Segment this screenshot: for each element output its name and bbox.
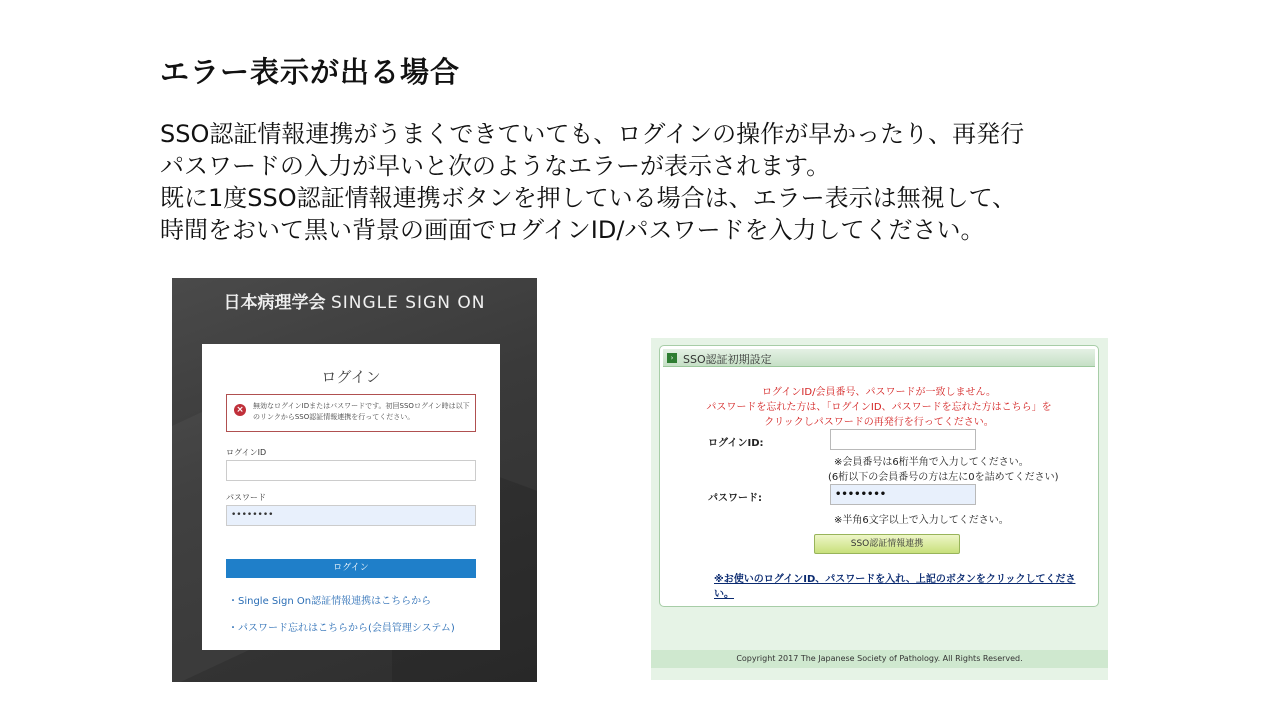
description-line: SSO認証情報連携がうまくできていても、ログインの操作が早かったり、再発行 <box>160 120 1025 148</box>
login-id-label: ログインID: <box>708 438 764 449</box>
error-line: パスワードを忘れた方は、「ログインID、パスワードを忘れた方はこちら」を <box>706 402 1052 413</box>
error-message-box <box>226 394 476 432</box>
slide-description <box>160 118 1160 246</box>
error-line: クリックしパスワードの再発行を行ってください。 <box>764 417 994 428</box>
password-input[interactable]: •••••••• <box>830 484 976 505</box>
id-note: (6桁以下の会員番号の方は左に0を詰めてください) <box>828 472 1059 483</box>
description-line: パスワードの入力が早いと次のようなエラーが表示されます。 <box>160 152 831 180</box>
error-message-text: 無効なログインIDまたはパスワードです。初回SSOログイン時は以下のリンクからSSO認証情報連携を行ってください。 <box>253 402 470 421</box>
sso-link[interactable]: ・Single Sign On認証情報連携はこちらから <box>228 596 432 607</box>
password-label: パスワード <box>226 493 266 502</box>
description-line: 時間をおいて黒い背景の画面でログインID/パスワードを入力してください。 <box>160 216 985 244</box>
id-note: ※会員番号は6桁半角で入力してください。 <box>834 457 1029 468</box>
error-message <box>660 385 1098 430</box>
login-card <box>202 344 500 650</box>
sso-setup-panel <box>659 345 1099 607</box>
panel-title: SSO認証初期設定 <box>683 353 772 366</box>
password-note: ※半角6文字以上で入力してください。 <box>834 515 1009 526</box>
sso-login-screenshot <box>172 278 537 682</box>
login-title: ログイン <box>321 368 381 386</box>
error-circle-icon: × <box>234 404 246 416</box>
sso-setup-screenshot <box>651 338 1108 680</box>
password-label: パスワード: <box>708 493 762 504</box>
login-id-input[interactable] <box>226 460 476 481</box>
copyright: Copyright 2017 The Japanese Society of Pathology. All Rights Reserved. <box>736 654 1023 663</box>
sso-link-button[interactable]: SSO認証情報連携 <box>814 534 960 554</box>
panel-header <box>663 349 1095 367</box>
description-line: 既に1度SSO認証情報連携ボタンを押している場合は、エラー表示は無視して、 <box>160 184 1017 212</box>
login-id-input[interactable] <box>830 429 976 450</box>
sso-header <box>172 288 537 313</box>
slide-title: エラー表示が出る場合 <box>160 55 461 89</box>
password-input[interactable]: •••••••• <box>226 505 476 526</box>
forgot-password-link[interactable]: ・パスワード忘れはこちらから(会員管理システム) <box>228 623 455 634</box>
error-line: ログインID/会員番号、パスワードが一致しません。 <box>761 387 997 398</box>
sso-header-org: 日本病理学会 <box>223 293 326 313</box>
bullet-arrow-icon: › <box>667 353 677 363</box>
login-button[interactable]: ログイン <box>226 559 476 578</box>
sso-header-title: SINGLE SIGN ON <box>330 293 486 313</box>
instruction-link[interactable]: ※お使いのログインID、パスワードを入れ、上記のボタンをクリックしてください。 <box>714 574 1076 600</box>
login-id-label: ログインID <box>226 448 267 457</box>
